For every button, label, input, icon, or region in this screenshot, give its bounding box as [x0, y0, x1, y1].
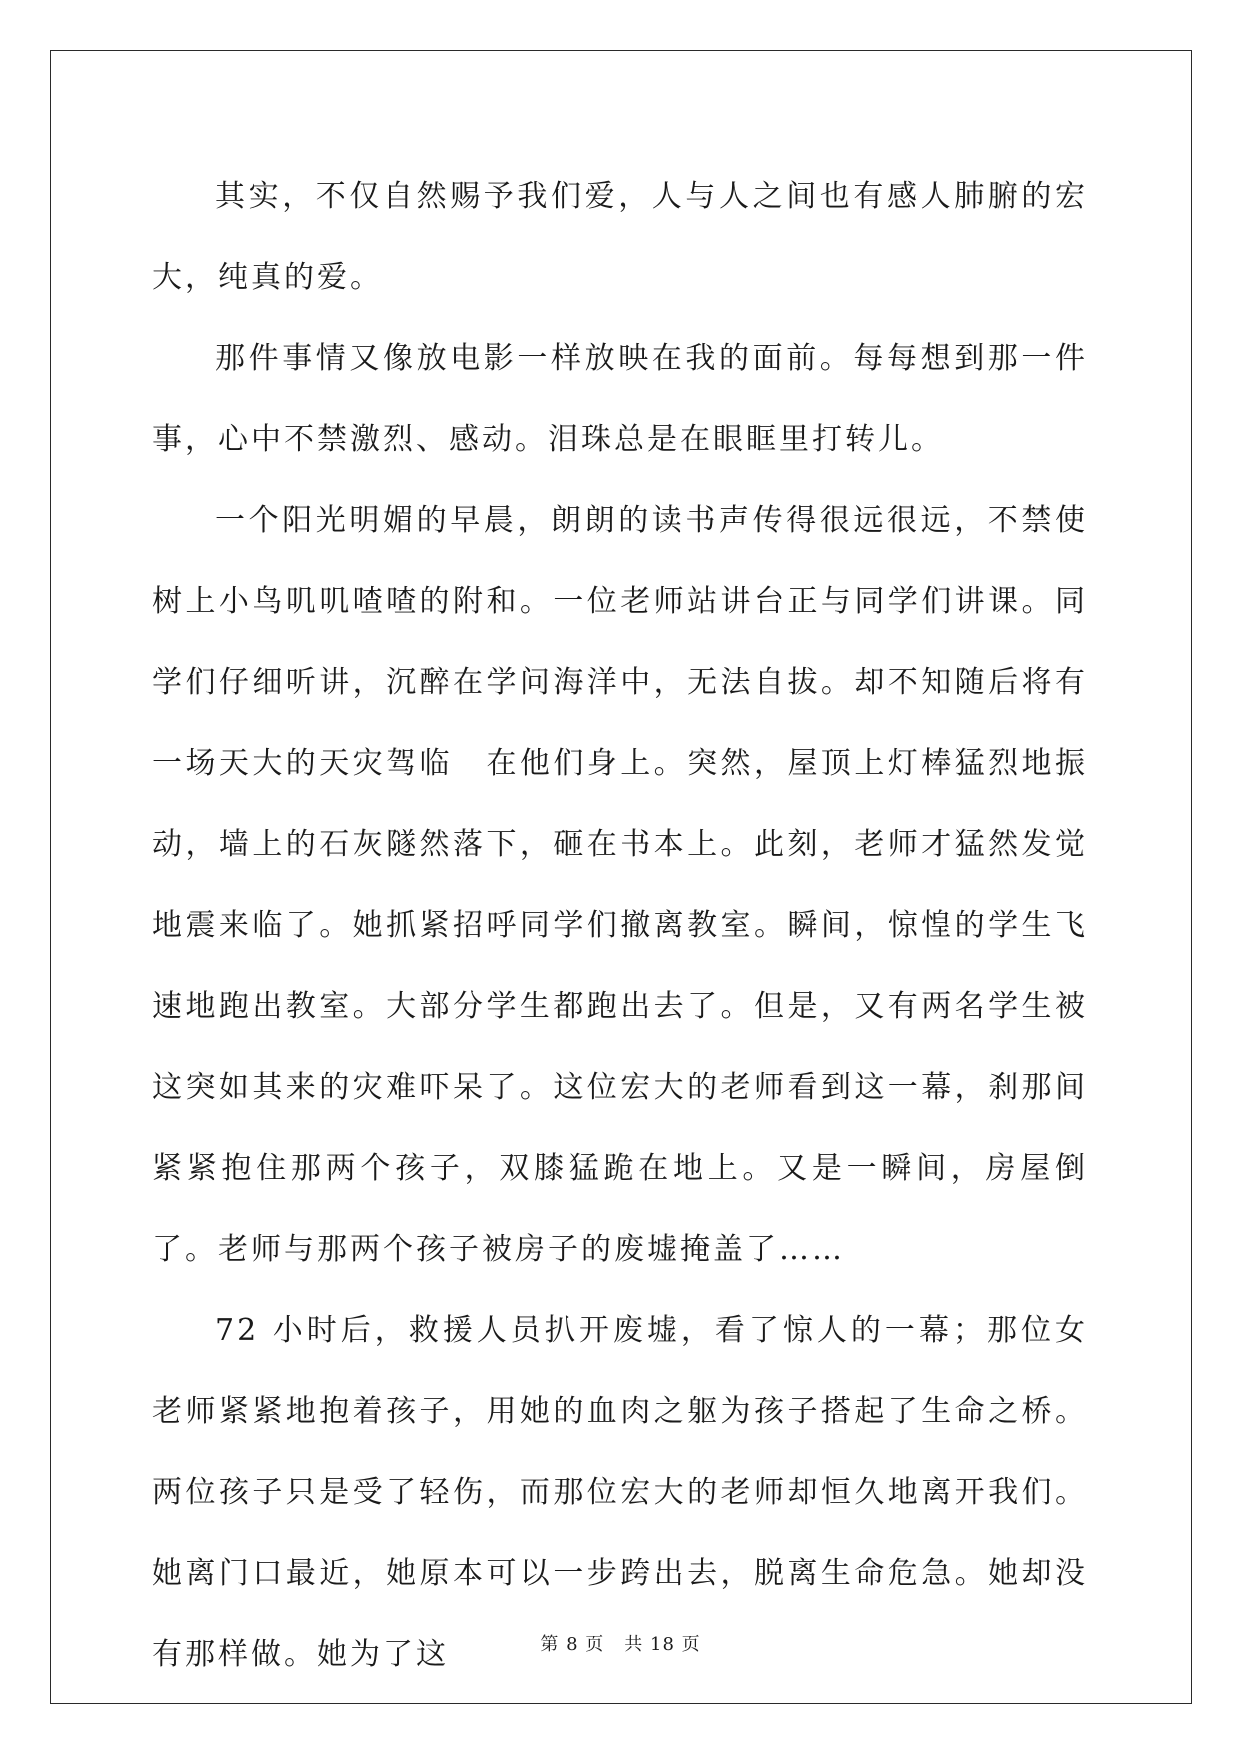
paragraph-2: 那件事情又像放电影一样放映在我的面前。每每想到那一件事，心中不禁激烈、感动。泪珠总是在眼眶里打转儿。: [152, 341, 1088, 457]
page-number: 第 8 页: [540, 1634, 605, 1655]
paragraph-3: 一个阳光明媚的早晨，朗朗的读书声传得很远很远，不禁使树上小鸟叽叽喳喳的附和。一位老师站讲台正与同学们讲课。同学们仔细听讲，沉醉在学问海洋中，无法自拔。却不知随后将有一场天大的天灾驾临 在他们身上。突然，屋顶上灯棒猛烈地振动，墙上的石灰隧然落下，砸在书本上。此刻，老师才猛然发觉地震来临了。她抓紧招呼同学们撤离教室。瞬间，惊惶的学生飞速地跑出教室。大部分学生都跑出去了。但是，又有两名学生被这突如其来的灾难吓呆了。这位宏大的老师看到这一幕，刹那间紧紧抱住那两个孩子，双膝猛跪在地上。又是一瞬间，房屋倒了。老师与那两个孩子被房子的废墟掩盖了……: [152, 503, 1088, 1267]
page-total: 共 18 页: [624, 1634, 701, 1655]
paragraph-1: 其实，不仅自然赐予我们爱，人与人之间也有感人肺腑的宏大，纯真的爱。: [152, 179, 1088, 295]
document-body: [152, 156, 1088, 1695]
page-footer: [0, 1630, 1241, 1656]
paragraph-4: 72 小时后，救援人员扒开废墟，看了惊人的一幕；那位女老师紧紧地抱着孩子，用她的血肉之躯为孩子搭起了生命之桥。两位孩子只是受了轻伤，而那位宏大的老师却恒久地离开我们。她离门口最近，她原本可以一步跨出去，脱离生命危急。她却没有那样做。她为了这: [152, 1313, 1088, 1672]
